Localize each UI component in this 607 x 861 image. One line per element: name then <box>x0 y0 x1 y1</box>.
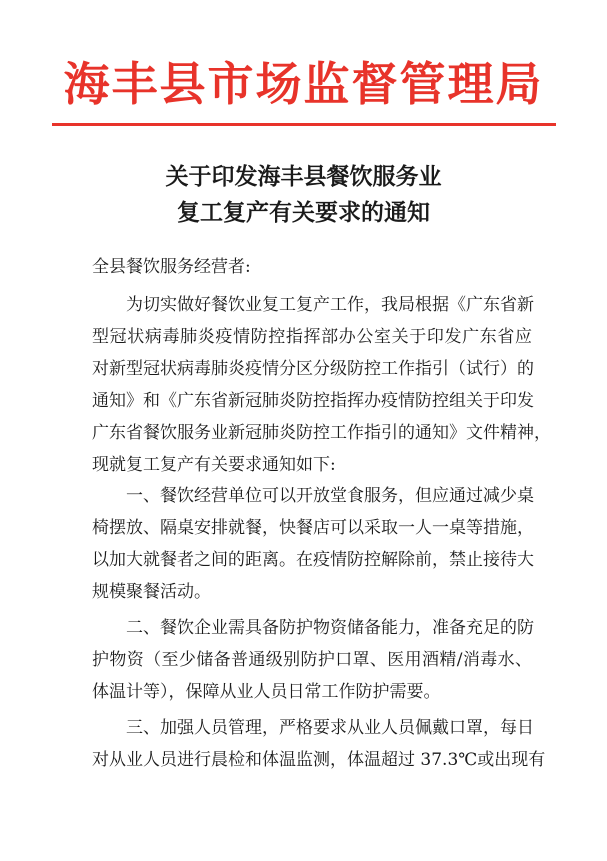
paragraph-line: 一、餐饮经营单位可以开放堂食服务，但应通过减少桌 <box>126 486 534 506</box>
paragraph-line: 椅摆放、隔桌安排就餐，快餐店可以采取一人一桌等措施， <box>92 518 534 538</box>
paragraph-line: 三、加强人员管理，严格要求从业人员佩戴口罩，每日 <box>126 718 534 738</box>
paragraph-line: 广东省餐饮服务业新冠肺炎防控工作指引的通知》文件精神， <box>92 423 551 443</box>
document-title-line-1: 关于印发海丰县餐饮服务业 <box>165 163 442 190</box>
greeting: 全县餐饮服务经营者: <box>92 257 251 277</box>
letterhead-red-rule <box>52 123 556 126</box>
paragraph-line: 护物资（至少储备普通级别防护口罩、医用酒精/消毒水、 <box>92 650 532 670</box>
paragraph-item-2 <box>92 612 532 708</box>
paragraph-line: 以加大就餐者之间的距离。在疫情防控解除前，禁止接待大 <box>92 550 534 570</box>
paragraph-intro <box>92 289 551 481</box>
paragraph-line: 规模聚餐活动。 <box>92 582 211 602</box>
paragraph-line: 为切实做好餐饮业复工复产工作，我局根据《广东省新 <box>126 295 534 315</box>
paragraph-item-3 <box>92 712 546 776</box>
paragraph-line: 通知》和《广东省新冠肺炎防控指挥办疫情防控组关于印发 <box>92 391 534 411</box>
paragraph-line: 型冠状病毒肺炎疫情防控指挥部办公室关于印发广东省应 <box>92 327 532 347</box>
paragraph-line: 对新型冠状病毒肺炎疫情分区分级防控工作指引（试行）的 <box>92 359 534 379</box>
paragraph-line: 二、餐饮企业需具备防护物资储备能力，准备充足的防 <box>126 618 534 638</box>
paragraph-line: 现就复工复产有关要求通知如下: <box>92 455 336 475</box>
paragraph-item-1 <box>92 480 532 608</box>
paragraph-line: 对从业人员进行晨检和体温监测，体温超过 37.3℃或出现有 <box>92 750 546 770</box>
paragraph-line: 体温计等），保障从业人员日常工作防护需要。 <box>92 682 441 702</box>
letterhead-org-name: 海丰县市场监督管理局 <box>63 57 544 111</box>
document-title-line-2: 复工复产有关要求的通知 <box>177 199 430 226</box>
